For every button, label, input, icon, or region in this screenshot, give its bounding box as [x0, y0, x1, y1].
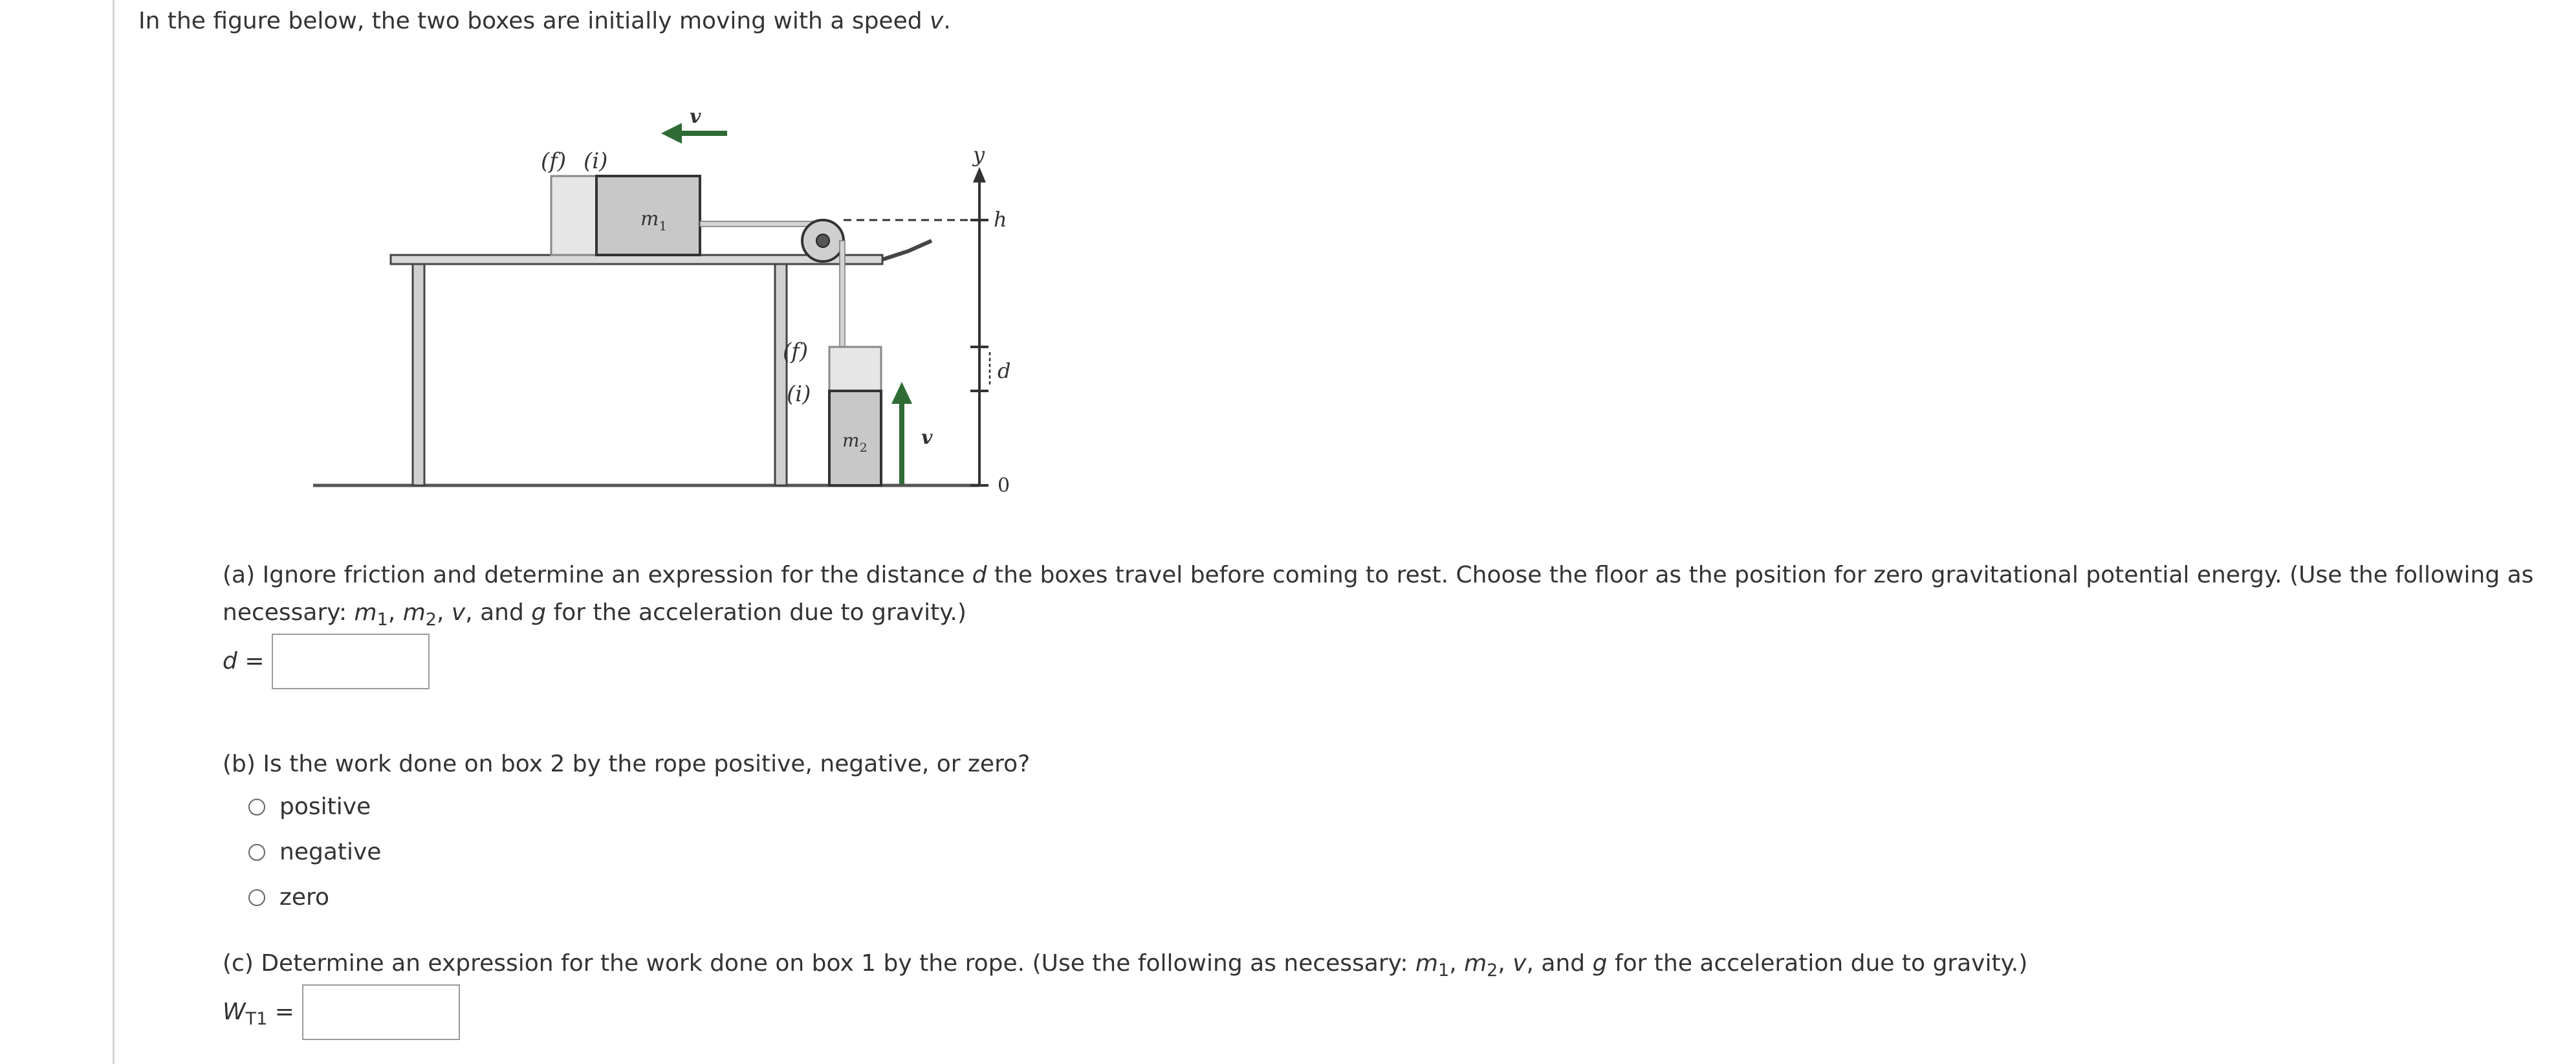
part-b	[223, 746, 1030, 920]
distance-label: d	[998, 359, 1011, 383]
part-a-answer-row	[223, 632, 2558, 691]
table-leg-right	[775, 264, 787, 485]
y-axis-arrowhead	[973, 167, 986, 183]
part-a	[223, 557, 2558, 691]
box1-final-position	[551, 176, 596, 255]
intro-text: In the figure below, the two boxes are initially moving with a speed v.	[138, 8, 951, 34]
box2-initial-label: (i)	[787, 381, 811, 407]
part-a-question: (a) Ignore friction and determine an expression for the distance d the boxes travel before coming to rest. Choose the floor as the position for zero gravitational potential energy. (Use the following as necessary: $m_1$, $m_2$, v, and g for the acceleration due to gravity.)	[223, 562, 2534, 630]
left-divider	[113, 0, 115, 1064]
part-c-answer-row	[223, 982, 2027, 1042]
part-b-question: (b) Is the work done on box 2 by the rope positive, negative, or zero?	[223, 751, 1031, 777]
option-negative[interactable]	[248, 830, 1030, 875]
box1-velocity-label: v	[690, 105, 701, 128]
part-c	[223, 945, 2027, 1042]
distance-answer-input[interactable]	[272, 634, 430, 689]
option-positive[interactable]	[248, 784, 1030, 830]
box1-velocity-arrowhead	[661, 123, 682, 144]
box2-velocity-label: v	[921, 427, 933, 449]
pulley-bracket	[882, 241, 932, 260]
horizontal-rope	[700, 221, 823, 227]
height-label: h	[994, 207, 1007, 232]
box2-final-label: (f)	[783, 338, 809, 364]
box1-initial-label: (i)	[584, 148, 608, 174]
radio-positive[interactable]	[248, 799, 265, 815]
option-zero-label: zero	[279, 884, 330, 911]
part-c-answer-label: $W_{T1}$ =	[223, 999, 294, 1030]
boxes-pulley-figure	[313, 97, 1206, 511]
box1-label: $m_1$	[640, 208, 668, 234]
box2-velocity-arrowhead	[891, 382, 912, 404]
y-axis-label: y	[973, 142, 985, 167]
box1-final-label: (f)	[541, 148, 567, 174]
part-a-answer-label: d =	[223, 648, 265, 674]
box2-final-position	[829, 347, 881, 391]
pulley-axle	[816, 234, 829, 247]
option-negative-label: negative	[279, 839, 382, 865]
option-positive-label: positive	[279, 793, 371, 820]
radio-negative[interactable]	[248, 844, 265, 861]
table-leg-left	[413, 264, 424, 485]
work-answer-input[interactable]	[302, 984, 460, 1040]
box2-label: $m_2$	[842, 430, 868, 455]
zero-label: 0	[998, 474, 1010, 497]
part-b-options	[248, 784, 1030, 920]
option-zero[interactable]	[248, 875, 1030, 920]
radio-zero[interactable]	[248, 889, 265, 906]
part-c-question: (c) Determine an expression for the work done on box 1 by the rope. (Use the following as necessary: $m_1$, $m_2$, v, and g for the acceleration due to gravity.)	[223, 950, 2028, 981]
